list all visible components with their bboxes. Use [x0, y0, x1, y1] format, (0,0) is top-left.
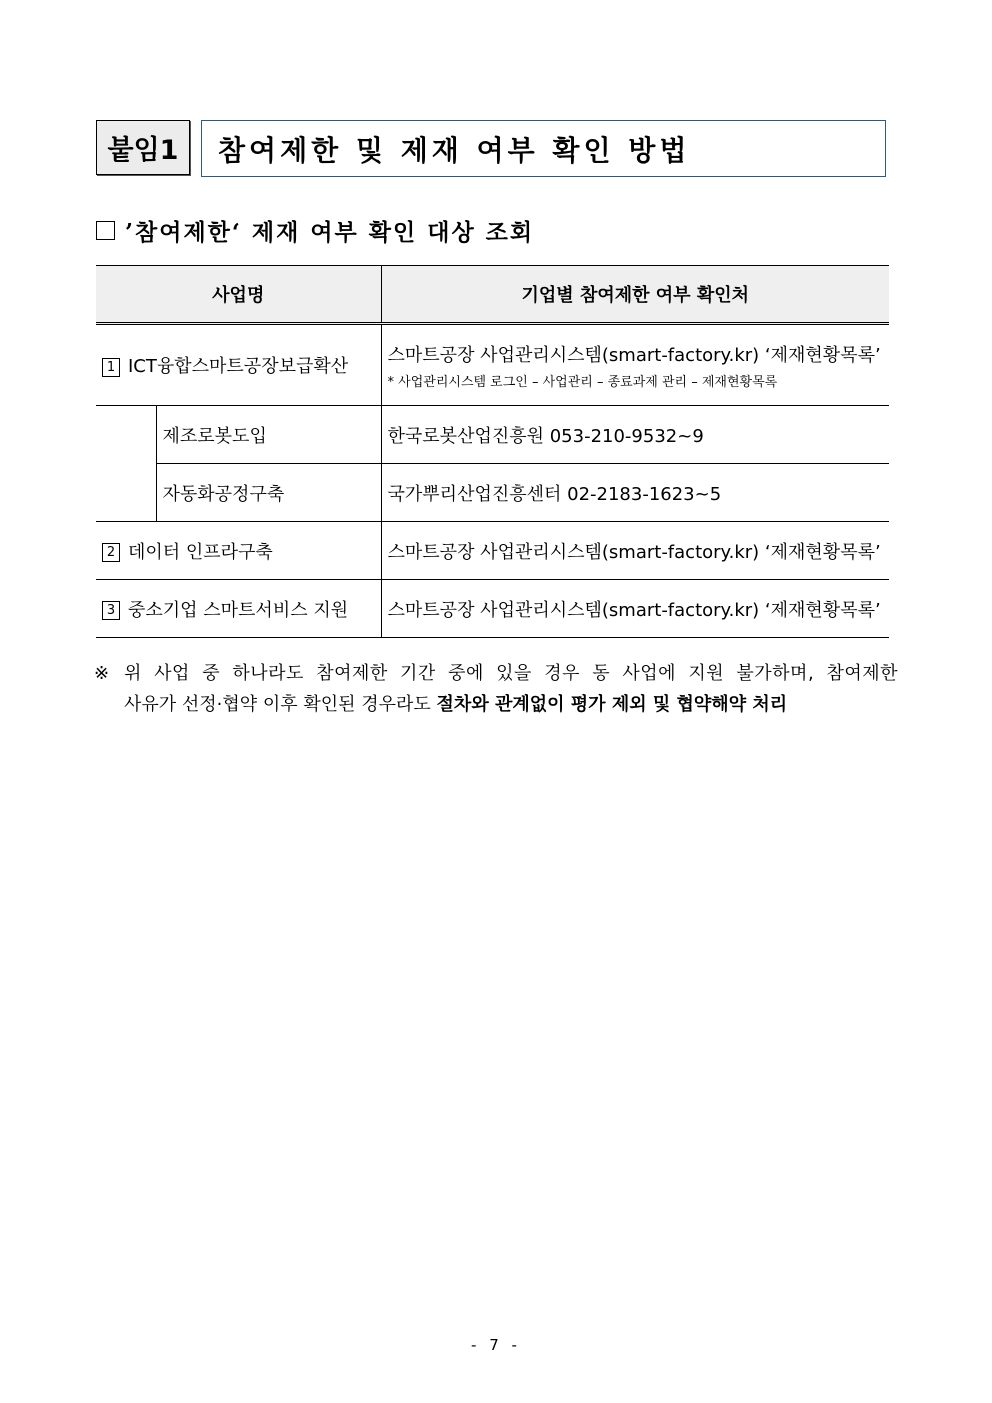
table-row: [96, 522, 889, 580]
project-name: 제조로봇도입: [162, 425, 267, 447]
contact-text: 국가뿌리산업진흥센터 02-2183-1623~5: [387, 483, 722, 505]
table-row: [96, 464, 889, 522]
footnote-line-2: [94, 689, 898, 720]
project-name: 데이터 인프라구축: [128, 541, 273, 563]
project-name-cell: [96, 522, 381, 580]
project-name-cell: [156, 406, 381, 464]
contact-cell: [381, 522, 889, 580]
footnote-line-2-text: 사유가 선정·협약 이후 확인된 경우라도: [124, 694, 437, 715]
project-name-cell: [96, 580, 381, 638]
attachment-tag: 붙임1: [96, 120, 190, 175]
contact-cell: [381, 324, 889, 406]
project-name-cell: [96, 324, 381, 406]
project-name: 자동화공정구축: [162, 483, 285, 505]
section-heading: [96, 213, 534, 247]
table-header-row: [96, 266, 889, 324]
table-row: [96, 324, 889, 406]
number-box: 1: [102, 358, 120, 377]
number-box: 2: [102, 543, 120, 562]
indent-spacer: [96, 406, 156, 522]
restriction-table: [96, 265, 889, 638]
table-row: [96, 580, 889, 638]
header-project-name: 사업명: [96, 266, 381, 324]
checkbox-icon: [96, 221, 115, 240]
header-contact: 기업별 참여제한 여부 확인처: [381, 266, 889, 324]
project-name-cell: [156, 464, 381, 522]
footnote-emphasis: 절차와 관계없이 평가 제외 및 협약해약 처리: [436, 694, 788, 715]
contact-text: 스마트공장 사업관리시스템(smart-factory.kr) ‘제재현황목록’: [387, 344, 881, 366]
table-row: [96, 406, 889, 464]
number-box: 3: [102, 601, 120, 620]
contact-text: 스마트공장 사업관리시스템(smart-factory.kr) ‘제재현황목록’: [387, 599, 881, 621]
contact-cell: [381, 406, 889, 464]
section-heading-text: ’참여제한‘ 제재 여부 확인 대상 조회: [125, 218, 535, 246]
project-name: ICT융합스마트공장보급확산: [128, 356, 349, 377]
contact-note: * 사업관리시스템 로그인 – 사업관리 – 종료과제 관리 – 제재현황목록: [387, 374, 778, 390]
contact-text: 한국로봇산업진흥원 053-210-9532~9: [387, 425, 704, 447]
contact-text: 스마트공장 사업관리시스템(smart-factory.kr) ‘제재현황목록’: [387, 541, 881, 563]
reference-mark: ※: [94, 663, 110, 684]
page-title: 참여제한 및 제재 여부 확인 방법: [201, 120, 886, 177]
footnote: [94, 658, 898, 720]
project-name: 중소기업 스마트서비스 지원: [128, 599, 349, 621]
contact-cell: [381, 580, 889, 638]
footnote-line-1: 위 사업 중 하나라도 참여제한 기간 중에 있을 경우 동 사업에 지원 불가하며, 참여제한: [124, 663, 898, 684]
contact-cell: [381, 464, 889, 522]
page-number: - 7 -: [471, 1336, 521, 1354]
